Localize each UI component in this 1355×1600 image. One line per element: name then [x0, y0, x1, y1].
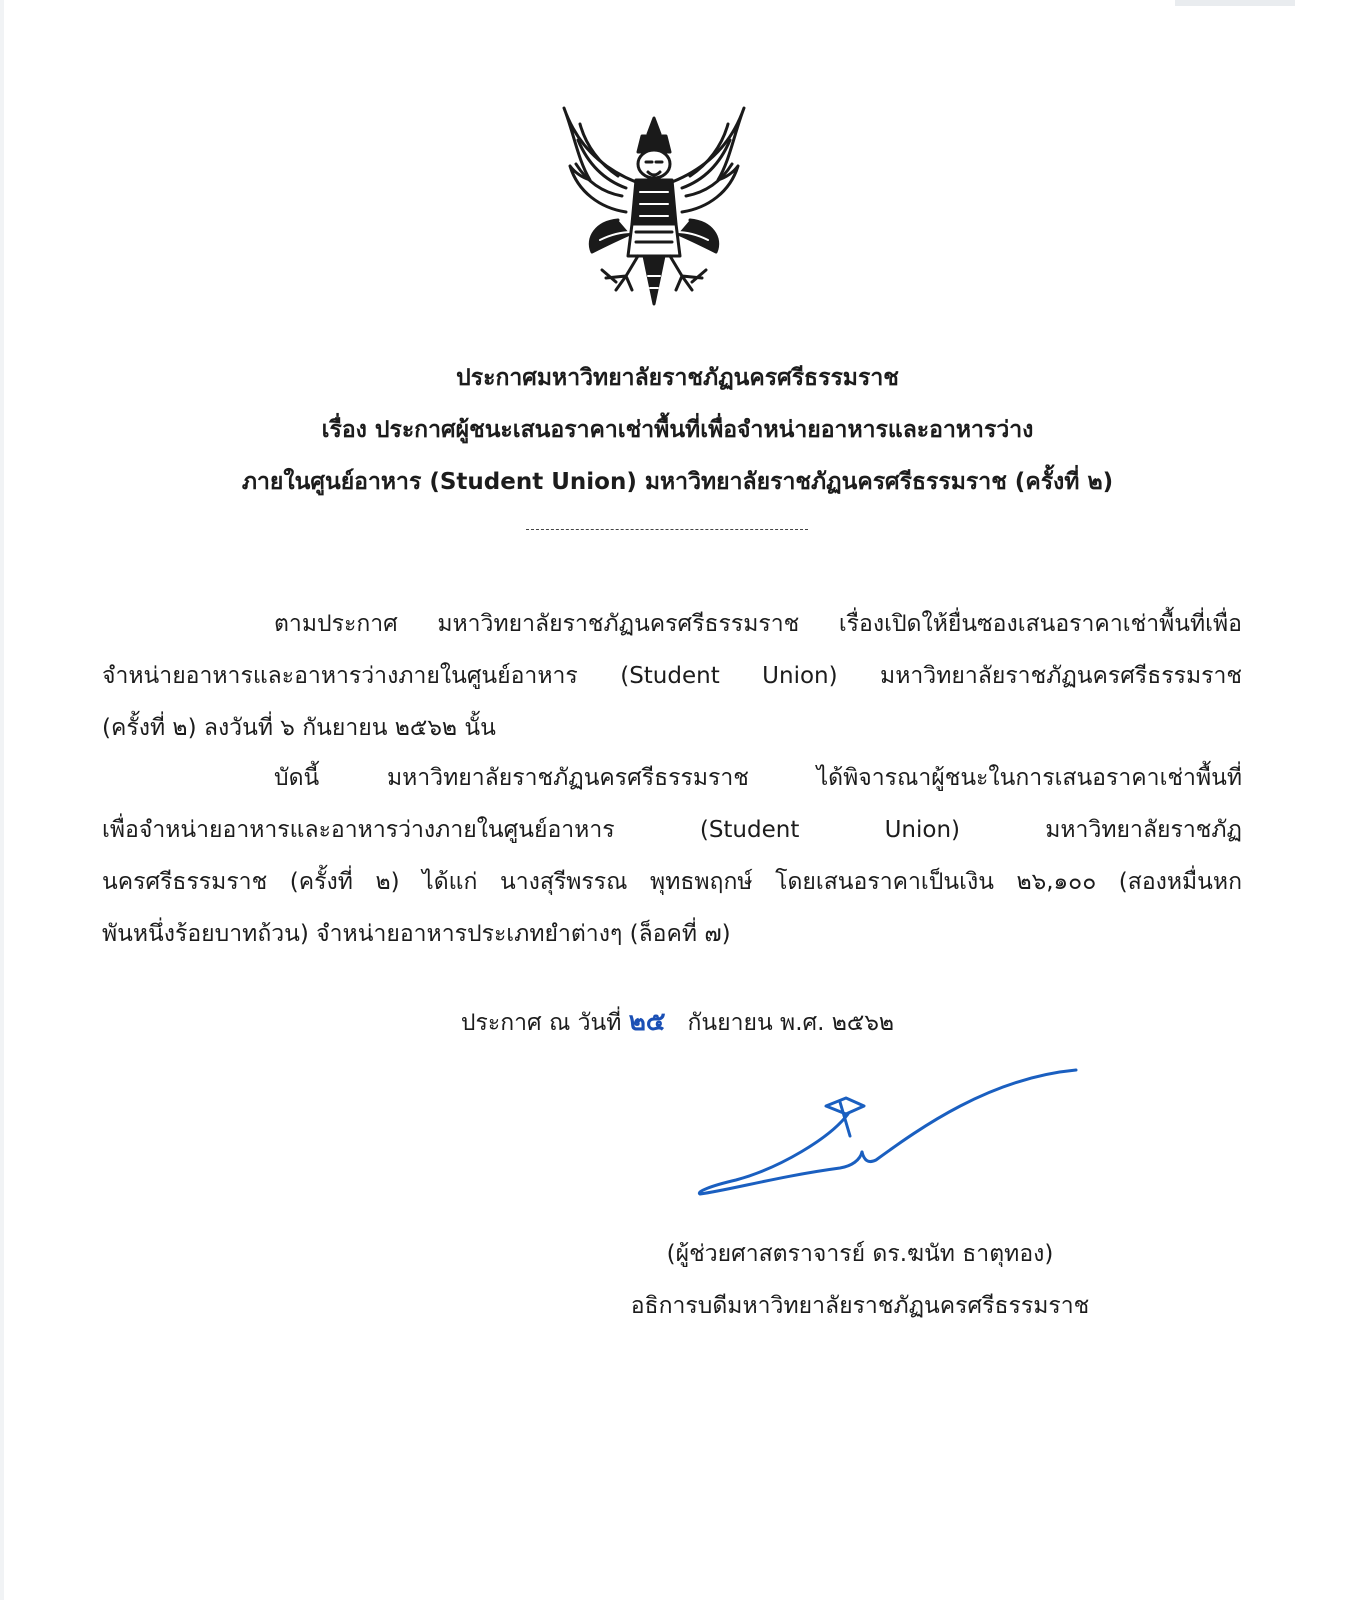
- paragraph-line: นครศรีธรรมราช (ครั้งที่ ๒) ได้แก่ นางสุรีพรรณ พุทธพฤกษ์ โดยเสนอราคาเป็นเงิน ๒๖,๑๐๐ (สองหมื่นหก: [102, 869, 1242, 895]
- paragraph-line: พันหนึ่งร้อยบาทถ้วน) จำหน่ายอาหารประเภทยำต่างๆ (ล็อคที่ ๗): [102, 921, 731, 947]
- handwritten-signature: [690, 1068, 1102, 1216]
- paragraph-line: บัดนี้ มหาวิทยาลัยราชภัฏนครศรีธรรมราช ได้พิจารณาผู้ชนะในการเสนอราคาเช่าพื้นที่: [274, 765, 1242, 791]
- title-subject: เรื่อง ประกาศผู้ชนะเสนอราคาเช่าพื้นที่เพื่อจำหน่ายอาหารและอาหารว่าง: [321, 417, 1034, 443]
- date-day-handwritten: ๒๕: [628, 1007, 666, 1037]
- title-issuer: ประกาศมหาวิทยาลัยราชภัฏนครศรีธรรมราช: [456, 365, 899, 391]
- paragraph-line: จำหน่ายอาหารและอาหารว่างภายในศูนย์อาหาร (Student Union) มหาวิทยาลัยราชภัฏนครศรีธรรมราช: [102, 663, 1242, 689]
- paragraph-reference: [102, 598, 1242, 754]
- date-month-year: กันยายน พ.ศ. ๒๕๖๒: [687, 1010, 895, 1036]
- announcement-title: [0, 352, 1355, 508]
- scan-edge-left: [0, 0, 4, 1600]
- signatory-position: อธิการบดีมหาวิทยาลัยราชภัฏนครศรีธรรมราช: [630, 1293, 1090, 1319]
- paragraph-line: (ครั้งที่ ๒) ลงวันที่ ๖ กันยายน ๒๕๖๒ นั้น: [102, 715, 496, 741]
- paragraph-line: เพื่อจำหน่ายอาหารและอาหารว่างภายในศูนย์อาหาร (Student Union) มหาวิทยาลัยราชภัฏ: [102, 817, 1242, 843]
- scan-edge-top: [1175, 0, 1295, 6]
- garuda-emblem-icon: [556, 100, 752, 312]
- paragraph-line: ตามประกาศ มหาวิทยาลัยราชภัฏนครศรีธรรมราช เรื่องเปิดให้ยื่นซองเสนอราคาเช่าพื้นที่เพื่อ: [274, 611, 1242, 637]
- paragraph-winner: [102, 752, 1242, 960]
- date-prefix: ประกาศ ณ วันที่: [460, 1010, 622, 1036]
- title-divider: [526, 529, 808, 530]
- title-subject-cont: ภายในศูนย์อาหาร (Student Union) มหาวิทยาลัยราชภัฏนครศรีธรรมราช (ครั้งที่ ๒): [241, 469, 1114, 495]
- announcement-date: [0, 996, 1355, 1049]
- signatory-name: (ผู้ช่วยศาสตราจารย์ ดร.ฆนัท ธาตุทอง): [666, 1241, 1054, 1267]
